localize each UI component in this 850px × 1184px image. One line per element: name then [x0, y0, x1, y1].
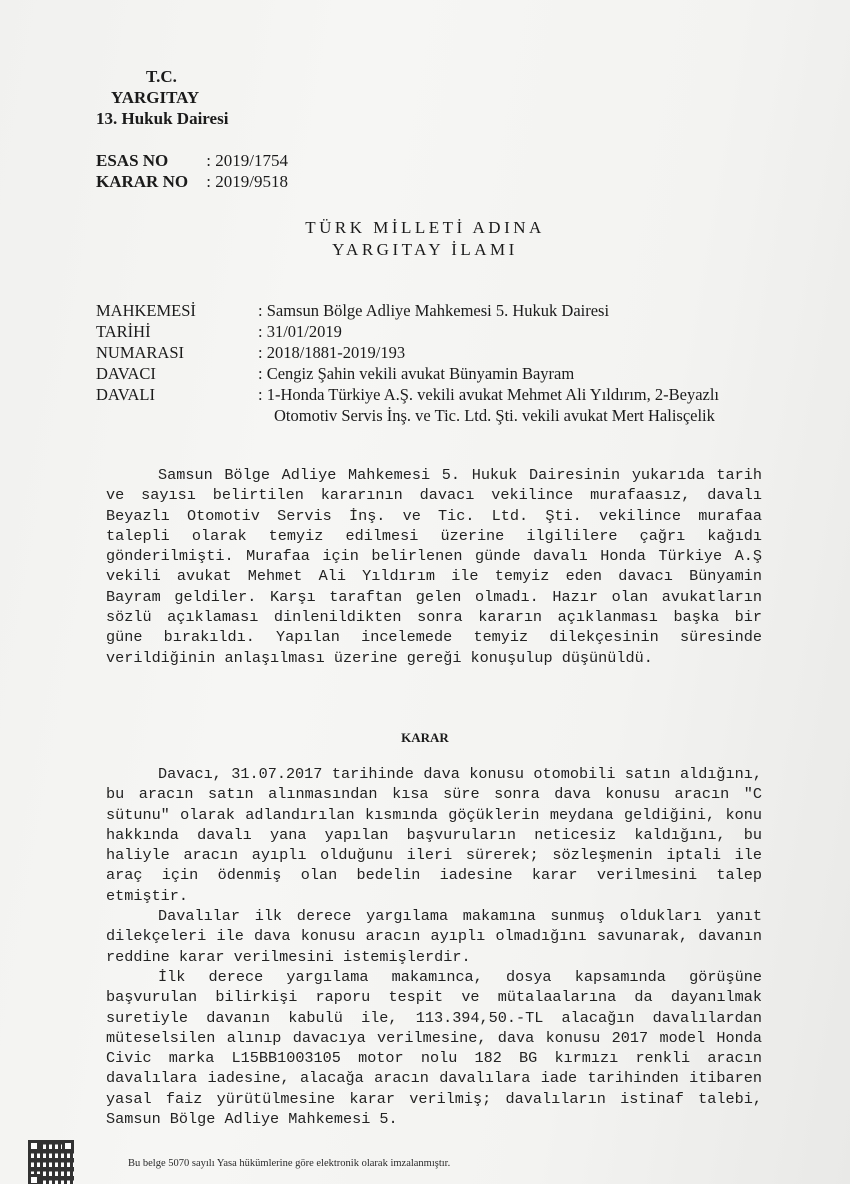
meta-value: : 31/01/2019 [258, 322, 342, 341]
case-meta [96, 300, 758, 426]
meta-label: DAVACI [96, 364, 156, 383]
esas-label: ESAS NO [96, 151, 169, 170]
qr-finder [62, 1140, 74, 1152]
qr-finder [28, 1140, 40, 1152]
meta-value: : 1-Honda Türkiye A.Ş. vekili avukat Mehmet Ali Yıldırım, 2-Beyazlı [258, 385, 720, 404]
qr-code-icon [28, 1140, 74, 1184]
decision-section [106, 764, 762, 1129]
qr-finder [28, 1174, 40, 1184]
meta-value-continuation: Otomotiv Servis İnş. ve Tic. Ltd. Şti. vekili avukat Mert Halisçelik [274, 406, 715, 425]
meta-row-numarasi [96, 342, 758, 363]
esas-value: : 2019/1754 [206, 151, 288, 170]
intro-section [106, 465, 762, 668]
header-court: YARGITAY [111, 88, 200, 107]
title-line-2: YARGITAY İLAMI [332, 240, 518, 259]
karar-heading: KARAR [401, 730, 449, 745]
intro-paragraph: Samsun Bölge Adliye Mahkemesi 5. Hukuk Dairesinin yukarıda tarih ve sayısı belirtilen kararının davacı vekilince murafaasız, davalı Beyazlı Otomotiv Servis İnş. ve Tic. Ltd. Şti. vekilince murafaa talepli olarak temyiz edilmesi üzerine ilgililere çağrı kağıdı gönderilmişti. Murafaa için belirlenen günde davalı Honda Türkiye A.Ş vekili avukat Mehmet Ali Yıldırım ile temyiz eden davacı Bünyamin Bayram geldiler. Karşı taraftan gelen olmadı. Hazır olan avukatların sözlü açıklaması dinlenildikten sonra kararın açıklanması başka bir güne bırakıldı. Yapılan incelemede temyiz dilekçesinin süresinde verildiğinin anlaşılması üzerine gereği konuşulup düşünüldü. [106, 466, 762, 667]
decision-paragraph: Davalılar ilk derece yargılama makamına sunmuş oldukları yanıt dilekçeleri ile dava konusu aracın ayıplı olmadığını savunarak, davanın reddine karar verilmesini istemişlerdir. [106, 907, 762, 966]
meta-label: TARİHİ [96, 322, 151, 341]
karar-label: KARAR NO [96, 172, 189, 191]
case-numbers [96, 150, 288, 192]
court-header [96, 66, 228, 129]
meta-row-tarihi [96, 321, 758, 342]
e-signature-notice: Bu belge 5070 sayılı Yasa hükümlerine göre elektronik olarak imzalanmıştır. [128, 1158, 451, 1169]
meta-row-davaci [96, 363, 758, 384]
meta-label: NUMARASI [96, 343, 185, 362]
meta-row-mahkemesi [96, 300, 758, 321]
header-chamber: 13. Hukuk Dairesi [96, 109, 229, 128]
meta-row-davali [96, 384, 758, 405]
header-tc: T.C. [146, 67, 177, 86]
meta-value: : Samsun Bölge Adliye Mahkemesi 5. Hukuk Dairesi [258, 301, 610, 320]
decision-paragraph: İlk derece yargılama makamınca, dosya kapsamında görüşüne başvurulan bilirkişi raporu tespit ve mütalaalarına da dayanılmak suretiyle davanın kabulü ile, 113.394,50.-TL alacağın davalılardan müteselsilen alınıp davacıya verilmesine, dava konusu 2017 model Honda Civic marka L15BB1003105 motor nolu 182 BG kırmızı renkli aracın davalılara iadesine, alacağa aracın davalılara iade tarihinden itibaren yasal faiz yürütülmesine karar verilmiş; davalıların istinaf talebi, Samsun Bölge Adliye Mahkemesi 5. [106, 967, 762, 1129]
meta-value: : Cengiz Şahin vekili avukat Bünyamin Bayram [258, 364, 575, 383]
meta-label: MAHKEMESİ [96, 301, 196, 320]
title-line-1: TÜRK MİLLETİ ADINA [305, 218, 545, 237]
decision-paragraph: Davacı, 31.07.2017 tarihinde dava konusu otomobili satın aldığını, bu aracın satın alınmasından kısa süre sonra dava konusu aracın "C sütunu" olarak adlandırılan kısmında göçüklerin meydana geldiğini, konu hakkında davalı yana yapılan başvuruların neticesiz kaldığını, bu haliyle aracın ayıplı olduğunu ileri sürerek; sözleşmenin iptali ile araç için ödenmiş olan bedelin iadesine karar verilmesini talep etmiştir. [106, 765, 762, 905]
karar-value: : 2019/9518 [206, 172, 288, 191]
meta-value: : 2018/1881-2019/193 [258, 343, 406, 362]
meta-label: DAVALI [96, 385, 155, 404]
